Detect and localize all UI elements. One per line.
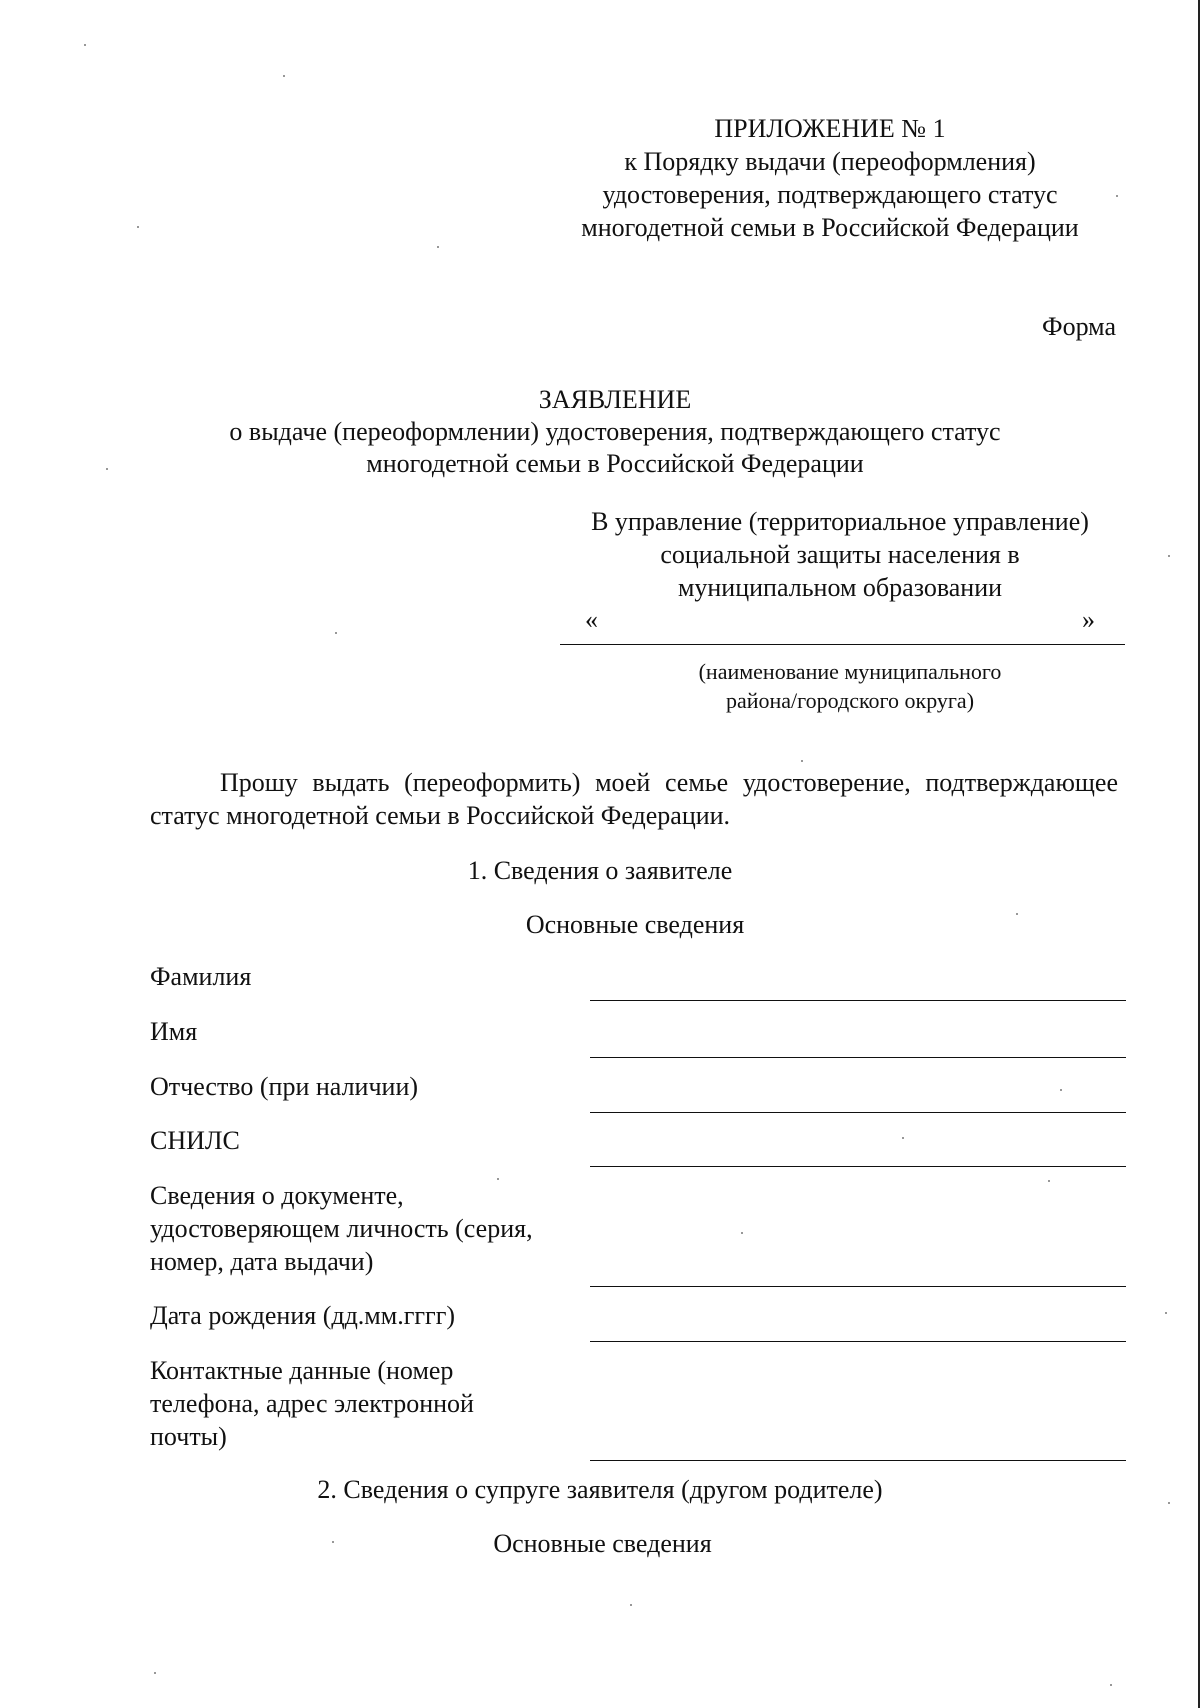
birthdate-field[interactable]	[590, 1341, 1126, 1342]
contacts-field[interactable]	[590, 1460, 1126, 1461]
scan-speck	[1016, 913, 1018, 915]
name-field[interactable]	[590, 1057, 1126, 1058]
scan-speck	[630, 1604, 632, 1606]
scan-speck	[1168, 1502, 1170, 1504]
section-1-subtitle: Основные сведения	[525, 910, 745, 939]
document-title	[150, 384, 1080, 480]
title-line-2: многодетной семьи в Российской Федерации	[366, 449, 864, 478]
title-line-1: о выдаче (переоформлении) удостоверения, подтверждающего статус	[229, 417, 1001, 446]
scan-speck	[1110, 1684, 1112, 1686]
scan-speck	[902, 1137, 904, 1139]
id-document-field[interactable]	[590, 1286, 1126, 1287]
scan-speck	[154, 1672, 156, 1674]
scan-speck	[332, 1541, 334, 1543]
appendix-line-4: многодетной семьи в Российской Федерации	[581, 213, 1079, 242]
field-label-birthdate: Дата рождения (дд.мм.гггг)	[150, 1301, 456, 1330]
municipality-name-field[interactable]	[560, 644, 1125, 645]
scan-speck	[1165, 1312, 1167, 1314]
field-label-snils: СНИЛС	[150, 1126, 240, 1155]
scan-speck	[437, 246, 439, 248]
appendix-line-2: к Порядку выдачи (переоформления)	[624, 147, 1036, 176]
field-label-contacts-3: почты)	[150, 1422, 227, 1451]
addressee-line-2: социальной защиты населения в	[660, 540, 1020, 569]
addressee-line-1: В управление (территориальное управление)	[591, 507, 1089, 536]
field-label-id-doc-3: номер, дата выдачи)	[150, 1247, 374, 1276]
scan-speck	[497, 1178, 499, 1180]
scan-speck	[335, 632, 337, 634]
scan-speck	[1168, 555, 1170, 557]
scan-speck	[84, 44, 86, 46]
quote-close: »	[1082, 605, 1095, 634]
field-label-contacts-2: телефона, адрес электронной	[150, 1389, 474, 1418]
appendix-line-3: удостоверения, подтверждающего статус	[602, 180, 1058, 209]
scan-speck	[1060, 1089, 1062, 1091]
scan-speck	[283, 75, 285, 77]
surname-field[interactable]	[590, 1000, 1126, 1001]
scan-speck	[741, 1232, 743, 1234]
municipality-caption	[640, 657, 1060, 715]
scan-speck	[1116, 195, 1118, 197]
field-label-patronymic: Отчество (при наличии)	[150, 1072, 419, 1101]
patronymic-field[interactable]	[590, 1112, 1126, 1113]
scan-speck	[801, 760, 803, 762]
field-label-contacts-1: Контактные данные (номер	[150, 1356, 454, 1385]
field-label-id-doc-1: Сведения о документе,	[150, 1181, 404, 1210]
section-2-subtitle: Основные сведения	[493, 1529, 712, 1558]
addressee-line-3: муниципальном образовании	[677, 573, 1003, 602]
appendix-header	[520, 112, 1140, 244]
request-paragraph: Прошу выдать (переоформить) моей семье удостоверение, подтверждающее статус многодетной семьи в Российской Федерации.	[150, 768, 1118, 830]
scan-speck	[106, 468, 108, 470]
title-heading: ЗАЯВЛЕНИЕ	[538, 385, 692, 414]
quote-open: «	[585, 605, 598, 634]
form-label: Форма	[1042, 312, 1116, 341]
appendix-number: ПРИЛОЖЕНИЕ № 1	[714, 114, 946, 143]
section-2-title: 2. Сведения о супруге заявителя (другом родителе)	[317, 1475, 883, 1504]
field-label-id-doc-2: удостоверяющем личность (серия,	[150, 1214, 533, 1243]
field-label-surname: Фамилия	[150, 962, 252, 991]
scan-speck	[1048, 1180, 1050, 1182]
field-label-name: Имя	[150, 1017, 198, 1046]
snils-field[interactable]	[590, 1166, 1126, 1167]
caption-line-2: района/городского округа)	[725, 688, 975, 713]
caption-line-1: (наименование муниципального	[698, 659, 1002, 684]
addressee-block	[560, 505, 1120, 604]
section-1-title: 1. Сведения о заявителе	[467, 856, 733, 885]
scan-speck	[137, 226, 139, 228]
